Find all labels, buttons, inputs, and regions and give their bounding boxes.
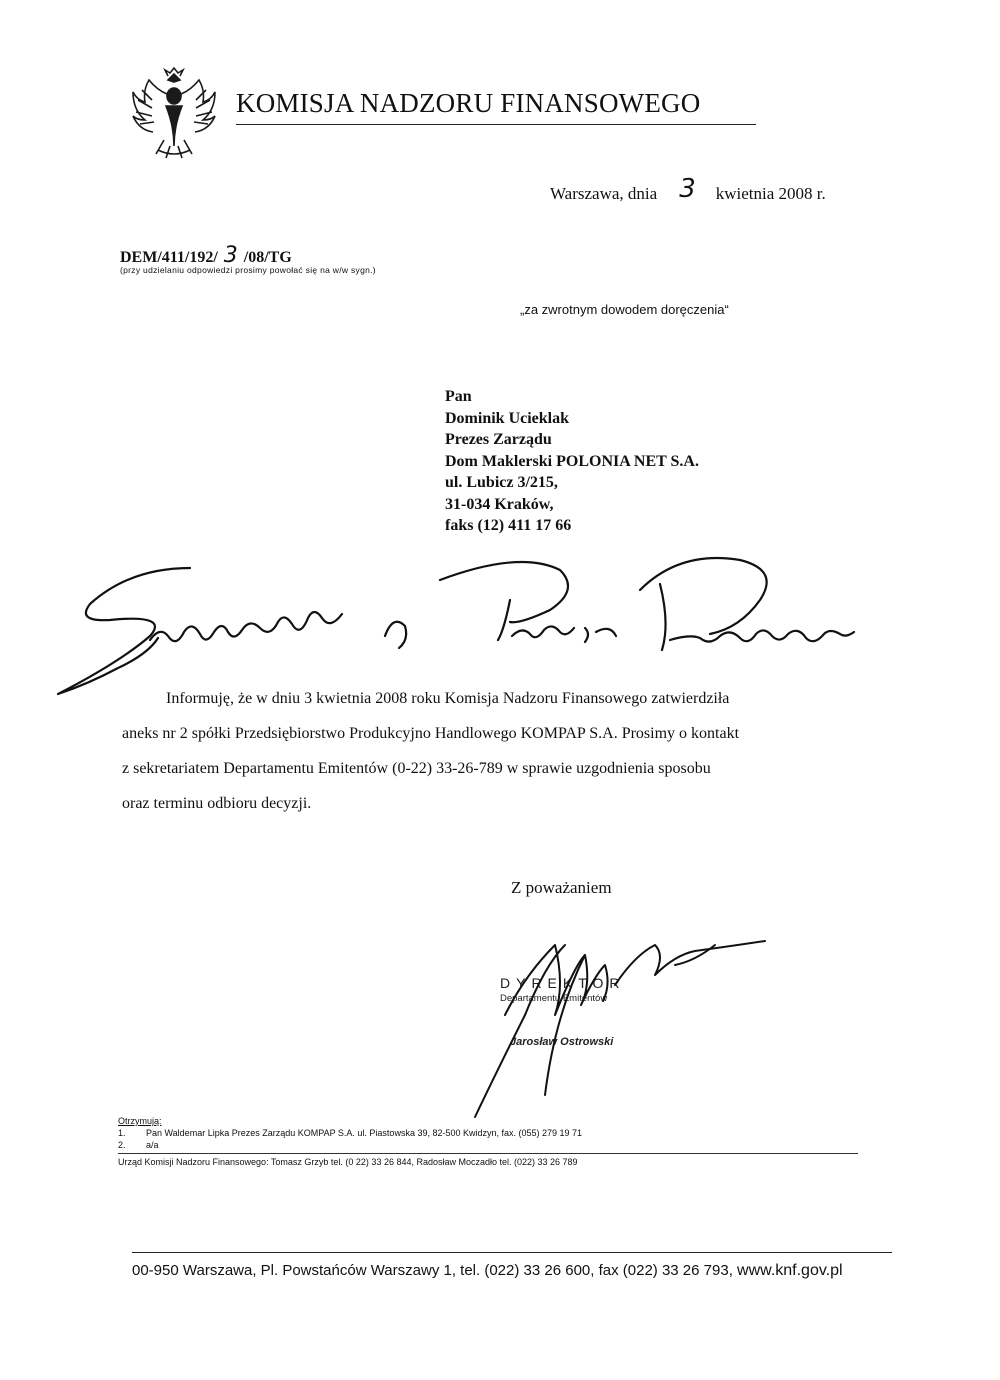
reference-prefix: DEM/411/192/ xyxy=(120,249,218,266)
copies-item-number: 2. xyxy=(118,1140,126,1150)
addressee-line: Prezes Zarządu xyxy=(445,431,552,448)
stamp-department: Departamentu Emitentów xyxy=(500,993,608,1004)
addressee-line: Dominik Ucieklak xyxy=(445,409,570,427)
addressee-line: Pan xyxy=(445,388,472,405)
polish-eagle-emblem-icon xyxy=(128,66,220,162)
body-line: oraz terminu odbioru decyzji. xyxy=(122,795,312,812)
addressee-line: ul. Lubicz 3/215, xyxy=(445,474,558,491)
copies-block xyxy=(118,1115,582,1151)
copies-item xyxy=(118,1139,582,1151)
stamp-name: Jarosław Ostrowski xyxy=(510,1036,614,1048)
addressee-block xyxy=(445,386,699,537)
delivery-note: „za zwrotnym dowodem doręczenia“ xyxy=(520,302,729,317)
reference-suffix: /08/TG xyxy=(243,249,292,266)
body-line: aneks nr 2 spółki Przedsiębiorstwo Produkcyjno Handlowego KOMPAP S.A. Prosimy o kontakt xyxy=(122,725,740,742)
addressee-line: 31-034 Kraków, xyxy=(445,495,554,513)
organization-name: KOMISJA NADZORU FINANSOWEGO xyxy=(236,88,701,118)
copies-divider xyxy=(118,1153,858,1154)
copies-item-text: Pan Waldemar Lipka Prezes Zarządu KOMPAP S.A. ul. Piastowska 39, 82-500 Kwidzyn, fax. (055) 279 19 71 xyxy=(146,1128,583,1138)
addressee-line: faks (12) 411 17 66 xyxy=(445,517,572,534)
letterhead-divider xyxy=(236,124,756,125)
closing: Z poważaniem xyxy=(511,878,612,897)
prepared-by: Urząd Komisji Nadzoru Finansowego: Tomasz Grzyb tel. (0 22) 33 26 844, Radosław Moczadło tel. (022) 33 26 789 xyxy=(118,1157,578,1167)
body-line: z sekretariatem Departamentu Emitentów (0-22) 33-26-789 w sprawie uzgodnienia sposobu xyxy=(122,760,711,777)
copies-item-text: a/a xyxy=(146,1140,159,1150)
date-day-handwritten: 3 xyxy=(679,174,696,204)
footer-address: 00-950 Warszawa, Pl. Powstańców Warszawy 1, tel. (022) 33 26 600, fax (022) 33 26 793, xyxy=(132,1262,733,1279)
reference-handwritten: 3 xyxy=(223,243,238,268)
body-line: Informuję, że w dniu 3 kwietnia 2008 roku Komisja Nadzoru Finansowego zatwierdziła xyxy=(166,690,730,707)
footer xyxy=(132,1262,843,1280)
footer-website: www.knf.gov.pl xyxy=(737,1262,843,1279)
director-signature xyxy=(465,925,770,1125)
copies-label: Otrzymują: xyxy=(118,1116,162,1126)
copies-item xyxy=(118,1127,582,1139)
letter-body xyxy=(122,681,862,821)
reference-note: (przy udzielaniu odpowiedzi prosimy powołać się na w/w sygn.) xyxy=(120,265,376,275)
addressee-line: Dom Maklerski POLONIA NET S.A. xyxy=(445,452,699,470)
date-place: Warszawa, dnia xyxy=(550,184,658,203)
footer-divider xyxy=(132,1252,892,1253)
copies-item-number: 1. xyxy=(118,1128,126,1138)
date-rest: kwietnia 2008 r. xyxy=(715,184,826,203)
stamp-title: DYREKTOR xyxy=(500,975,626,991)
date-line xyxy=(550,176,826,206)
